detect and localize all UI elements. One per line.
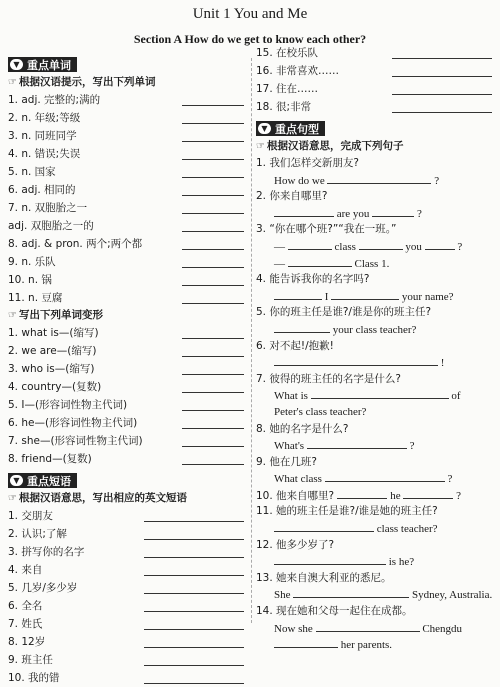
chevron-down-icon: ▼ bbox=[10, 59, 23, 70]
word-form-item bbox=[8, 450, 248, 468]
sentence-frame bbox=[256, 238, 496, 255]
sentence-word: How do we bbox=[274, 174, 328, 187]
sentence-word: ? bbox=[431, 174, 440, 187]
item-prompt: 16. 非常喜欢…… bbox=[256, 65, 340, 77]
section-header-words: ▼ 重点单词 bbox=[8, 57, 77, 72]
section-header-phrases: ▼ 重点短语 bbox=[8, 473, 77, 488]
sentence-word: Class 1. bbox=[351, 257, 390, 270]
answer-blank[interactable] bbox=[144, 683, 244, 684]
item-prompt: 3. who is—(缩写) bbox=[8, 363, 95, 375]
sentence-frame bbox=[256, 321, 496, 338]
section-subtitle: Section A How do we get to know each other? bbox=[133, 32, 367, 46]
item-prompt: 4. n. 错误;失误 bbox=[8, 148, 81, 160]
sentence-prompt: 6. 对不起!/抱歉! bbox=[256, 339, 334, 352]
sentence-item bbox=[256, 487, 496, 504]
answer-blank[interactable] bbox=[274, 553, 330, 565]
answer-blank[interactable] bbox=[288, 255, 352, 267]
sentence-list bbox=[256, 155, 496, 653]
sentence-prompt: 1. 我们怎样交新朋友? bbox=[256, 157, 359, 169]
phrase-item bbox=[256, 80, 496, 98]
answer-blank[interactable] bbox=[357, 437, 407, 449]
answer-blank[interactable] bbox=[372, 205, 414, 217]
sentence-frame bbox=[256, 553, 496, 570]
item-prompt: 10. 我的错 bbox=[8, 672, 60, 684]
instruction-heading: ☞ 根据汉语意思，完成下列句子 bbox=[256, 138, 496, 155]
phrase-item bbox=[8, 633, 248, 651]
answer-blank[interactable] bbox=[330, 553, 386, 565]
word-item bbox=[8, 217, 248, 235]
answer-blank[interactable] bbox=[425, 238, 455, 250]
answer-blank[interactable] bbox=[182, 303, 244, 304]
word-item bbox=[8, 289, 248, 307]
word-item bbox=[8, 199, 248, 217]
item-prompt: 3. 拼写你的名字 bbox=[8, 546, 85, 558]
answer-blank[interactable] bbox=[182, 159, 244, 160]
sentence-word: What is bbox=[274, 390, 311, 403]
word-item bbox=[8, 235, 248, 253]
answer-blank[interactable] bbox=[182, 105, 244, 106]
sentence-word: Chengdu bbox=[419, 622, 463, 635]
phrase-list bbox=[8, 507, 248, 687]
answer-blank[interactable] bbox=[182, 446, 244, 447]
answer-blank[interactable] bbox=[182, 410, 244, 411]
item-prompt: 2. n. 年级;等级 bbox=[8, 112, 81, 124]
answer-blank[interactable] bbox=[144, 647, 244, 648]
word-form-list bbox=[8, 324, 248, 468]
item-prompt: 7. she—(形容词性物主代词) bbox=[8, 435, 143, 447]
word-item bbox=[8, 181, 248, 199]
answer-blank[interactable] bbox=[182, 338, 244, 339]
item-prompt: 9. 班主任 bbox=[8, 654, 53, 666]
answer-blank[interactable] bbox=[357, 387, 403, 399]
sentence-frame bbox=[256, 437, 496, 454]
answer-blank[interactable] bbox=[403, 487, 453, 499]
answer-blank[interactable] bbox=[327, 172, 379, 184]
sentence-frame bbox=[256, 620, 496, 637]
sentence-word: ! bbox=[438, 357, 445, 370]
word-form-item bbox=[8, 432, 248, 450]
pointer-icon: ☞ bbox=[8, 77, 17, 88]
unit-title: Unit 1 You and Me bbox=[192, 6, 308, 22]
sentence-frame bbox=[256, 172, 496, 189]
word-item bbox=[8, 109, 248, 127]
answer-blank[interactable] bbox=[392, 94, 492, 95]
item-prompt: 10. n. 锅 bbox=[8, 274, 52, 286]
word-item bbox=[8, 271, 248, 289]
item-prompt: 1. what is—(缩写) bbox=[8, 327, 99, 339]
phrase-item bbox=[256, 62, 496, 80]
answer-blank[interactable] bbox=[144, 557, 244, 558]
item-prompt: 7. 姓氏 bbox=[8, 618, 43, 630]
chevron-down-icon: ▼ bbox=[10, 475, 23, 486]
item-prompt: 3. n. 同班同学 bbox=[8, 130, 77, 142]
answer-blank[interactable] bbox=[144, 575, 244, 576]
column-divider bbox=[251, 58, 252, 623]
answer-blank[interactable] bbox=[351, 586, 409, 598]
answer-blank[interactable] bbox=[182, 249, 244, 250]
sentence-word: are you bbox=[334, 207, 373, 220]
answer-blank[interactable] bbox=[182, 464, 244, 465]
answer-blank[interactable] bbox=[144, 629, 244, 630]
answer-blank[interactable] bbox=[182, 267, 244, 268]
sentence-word: ? bbox=[454, 240, 463, 253]
item-prompt: 5. n. 国家 bbox=[8, 166, 56, 178]
item-prompt: 5. I—(形容词性物主代词) bbox=[8, 399, 128, 411]
sentence-word: her parents. bbox=[338, 639, 393, 652]
sentence-word: Now she bbox=[274, 622, 316, 635]
answer-blank[interactable] bbox=[359, 238, 403, 250]
pointer-icon: ☞ bbox=[8, 310, 17, 321]
instruction-heading: ☞ 根据汉语意思，写出相应的英文短语 bbox=[8, 490, 248, 507]
answer-blank[interactable] bbox=[182, 141, 244, 142]
word-form-item bbox=[8, 360, 248, 378]
answer-blank[interactable] bbox=[316, 620, 368, 632]
answer-blank[interactable] bbox=[182, 285, 244, 286]
sentence-word: your name? bbox=[399, 290, 454, 303]
answer-blank[interactable] bbox=[182, 231, 244, 232]
item-prompt: 2. 认识;了解 bbox=[8, 528, 67, 540]
phrase-item bbox=[256, 98, 496, 116]
sentence-word: What's bbox=[274, 440, 307, 453]
sentence-prompt: 4. 能告诉我你的名字吗? bbox=[256, 273, 370, 286]
item-prompt: adj. 双胞胎之一的 bbox=[8, 220, 94, 232]
sentence-frame bbox=[256, 387, 496, 404]
sentence-word: She bbox=[274, 589, 294, 602]
answer-blank[interactable] bbox=[385, 470, 445, 482]
item-prompt: 1. 交朋友 bbox=[8, 510, 53, 522]
word-form-item bbox=[8, 324, 248, 342]
answer-blank[interactable] bbox=[144, 593, 244, 594]
item-prompt: 4. country—(复数) bbox=[8, 381, 102, 393]
answer-blank[interactable] bbox=[144, 539, 244, 540]
answer-blank[interactable] bbox=[307, 437, 357, 449]
answer-blank[interactable] bbox=[288, 238, 332, 250]
sentence-frame bbox=[256, 520, 496, 537]
answer-blank[interactable] bbox=[293, 586, 351, 598]
answer-blank[interactable] bbox=[182, 195, 244, 196]
phrase-item bbox=[8, 615, 248, 633]
phrase-item bbox=[8, 579, 248, 597]
answer-blank[interactable] bbox=[144, 611, 244, 612]
sentence-frame bbox=[256, 636, 496, 653]
answer-blank[interactable] bbox=[403, 387, 449, 399]
pointer-icon: ☞ bbox=[8, 493, 17, 504]
sentence-prompt: 3. “你在哪个班?”“我在一班。” bbox=[256, 223, 397, 236]
sentence-frame bbox=[256, 470, 496, 487]
answer-blank[interactable] bbox=[379, 172, 431, 184]
item-prompt: 8. adj. & pron. 两个;两个都 bbox=[8, 238, 143, 250]
sentence-prompt: 11. 她的班主任是谁?/谁是她的班主任? bbox=[256, 505, 438, 518]
word-form-item bbox=[8, 378, 248, 396]
sentence-word: Sydney, Australia. bbox=[409, 589, 493, 602]
answer-blank[interactable] bbox=[274, 205, 334, 217]
sentence-word: I bbox=[322, 290, 332, 303]
word-item bbox=[8, 163, 248, 181]
sentence-word: What class bbox=[274, 473, 325, 486]
sentence-frame bbox=[256, 586, 496, 603]
answer-blank[interactable] bbox=[182, 428, 244, 429]
sentence-word: of bbox=[448, 390, 461, 403]
phrase-item bbox=[8, 597, 248, 615]
item-prompt: 2. we are—(缩写) bbox=[8, 345, 97, 357]
answer-blank[interactable] bbox=[144, 665, 244, 666]
sentence-word: class bbox=[331, 240, 359, 253]
answer-blank[interactable] bbox=[182, 213, 244, 214]
answer-blank[interactable] bbox=[274, 354, 356, 366]
sentence-word: is he? bbox=[386, 556, 415, 569]
answer-blank[interactable] bbox=[182, 123, 244, 124]
answer-blank[interactable] bbox=[182, 374, 244, 375]
sentence-word: ? bbox=[406, 440, 415, 453]
sentence-word: ? bbox=[453, 489, 461, 502]
sentence-word: — bbox=[274, 257, 288, 270]
answer-blank[interactable] bbox=[311, 387, 357, 399]
right-column bbox=[256, 44, 496, 652]
phrase-item bbox=[8, 561, 248, 579]
answer-blank[interactable] bbox=[325, 470, 385, 482]
sentence-word: — bbox=[274, 240, 288, 253]
answer-blank[interactable] bbox=[324, 520, 374, 532]
phrase-item bbox=[256, 44, 496, 62]
pointer-icon: ☞ bbox=[256, 141, 265, 152]
answer-blank[interactable] bbox=[274, 636, 338, 648]
phrase-item bbox=[8, 525, 248, 543]
sentence-frame bbox=[256, 205, 496, 222]
sentence-prompt: 2. 你来自哪里? bbox=[256, 190, 328, 203]
word-item bbox=[8, 127, 248, 145]
sentence-word: class teacher? bbox=[374, 523, 438, 536]
answer-blank[interactable] bbox=[356, 354, 438, 366]
sentence-prompt: 14. 现在她和父母一起住在成都。 bbox=[256, 605, 413, 618]
sentence-frame bbox=[256, 404, 496, 421]
sentence-word: Peter's class teacher? bbox=[274, 405, 367, 418]
answer-blank[interactable] bbox=[392, 58, 492, 59]
answer-blank[interactable] bbox=[182, 177, 244, 178]
sentence-prompt: 10. 他来自哪里? bbox=[256, 489, 338, 502]
sentence-frame bbox=[256, 255, 496, 272]
word-item bbox=[8, 253, 248, 271]
word-form-item bbox=[8, 396, 248, 414]
sentence-word: your class teacher? bbox=[330, 323, 417, 336]
phrase-item bbox=[8, 651, 248, 669]
phrase-item bbox=[8, 543, 248, 561]
instruction-heading: ☞ 写出下列单词变形 bbox=[8, 307, 248, 324]
answer-blank[interactable] bbox=[274, 288, 322, 300]
left-column bbox=[8, 52, 248, 684]
answer-blank[interactable] bbox=[182, 392, 244, 393]
answer-blank[interactable] bbox=[144, 521, 244, 522]
answer-blank[interactable] bbox=[368, 620, 420, 632]
instruction-heading: ☞ 根据汉语提示，写出下列单词 bbox=[8, 74, 248, 91]
phrase-item bbox=[8, 507, 248, 525]
item-prompt: 6. he—(形容词性物主代词) bbox=[8, 417, 138, 429]
sentence-prompt: 9. 他在几班? bbox=[256, 455, 317, 468]
item-prompt: 7. n. 双胞胎之一 bbox=[8, 202, 88, 214]
item-prompt: 8. friend—(复数) bbox=[8, 453, 92, 465]
phrase-item bbox=[8, 669, 248, 687]
item-prompt: 6. 全名 bbox=[8, 600, 43, 612]
item-prompt: 11. n. 豆腐 bbox=[8, 292, 63, 304]
item-prompt: 5. 几岁/多少岁 bbox=[8, 582, 78, 594]
phrase-list-continued bbox=[256, 44, 496, 116]
sentence-prompt: 13. 她来自澳大利亚的悉尼。 bbox=[256, 571, 392, 584]
sentence-prompt: 12. 他多少岁了? bbox=[256, 538, 335, 551]
answer-blank[interactable] bbox=[337, 487, 387, 499]
answer-blank[interactable] bbox=[274, 520, 324, 532]
sentence-frame bbox=[256, 354, 496, 371]
sentence-prompt: 8. 她的名字是什么? bbox=[256, 422, 349, 435]
item-prompt: 17. 住在…… bbox=[256, 83, 319, 95]
sentence-word: ? bbox=[414, 207, 422, 220]
section-header-sentences: ▼ 重点句型 bbox=[256, 121, 325, 136]
word-item bbox=[8, 145, 248, 163]
word-form-item bbox=[8, 342, 248, 360]
item-prompt: 1. adj. 完整的;满的 bbox=[8, 94, 101, 106]
answer-blank[interactable] bbox=[392, 112, 492, 113]
item-prompt: 6. adj. 相同的 bbox=[8, 184, 76, 196]
answer-blank[interactable] bbox=[274, 321, 330, 333]
item-prompt: 15. 在校乐队 bbox=[256, 47, 319, 59]
word-list bbox=[8, 91, 248, 307]
answer-blank[interactable] bbox=[392, 76, 492, 77]
word-item bbox=[8, 91, 248, 109]
chevron-down-icon: ▼ bbox=[258, 123, 271, 134]
sentence-prompt: 5. 你的班主任是谁?/谁是你的班主任? bbox=[256, 306, 432, 319]
answer-blank[interactable] bbox=[331, 288, 399, 300]
item-prompt: 8. 12岁 bbox=[8, 636, 46, 648]
answer-blank[interactable] bbox=[182, 356, 244, 357]
sentence-word: you bbox=[402, 240, 425, 253]
item-prompt: 9. n. 乐队 bbox=[8, 256, 56, 268]
item-prompt: 18. 很;非常 bbox=[256, 101, 312, 113]
word-form-item bbox=[8, 414, 248, 432]
sentence-frame bbox=[256, 288, 496, 305]
sentence-word: ? bbox=[444, 473, 453, 486]
sentence-word: he bbox=[387, 489, 404, 502]
sentence-prompt: 7. 彼得的班主任的名字是什么? bbox=[256, 372, 401, 385]
item-prompt: 4. 来自 bbox=[8, 564, 43, 576]
